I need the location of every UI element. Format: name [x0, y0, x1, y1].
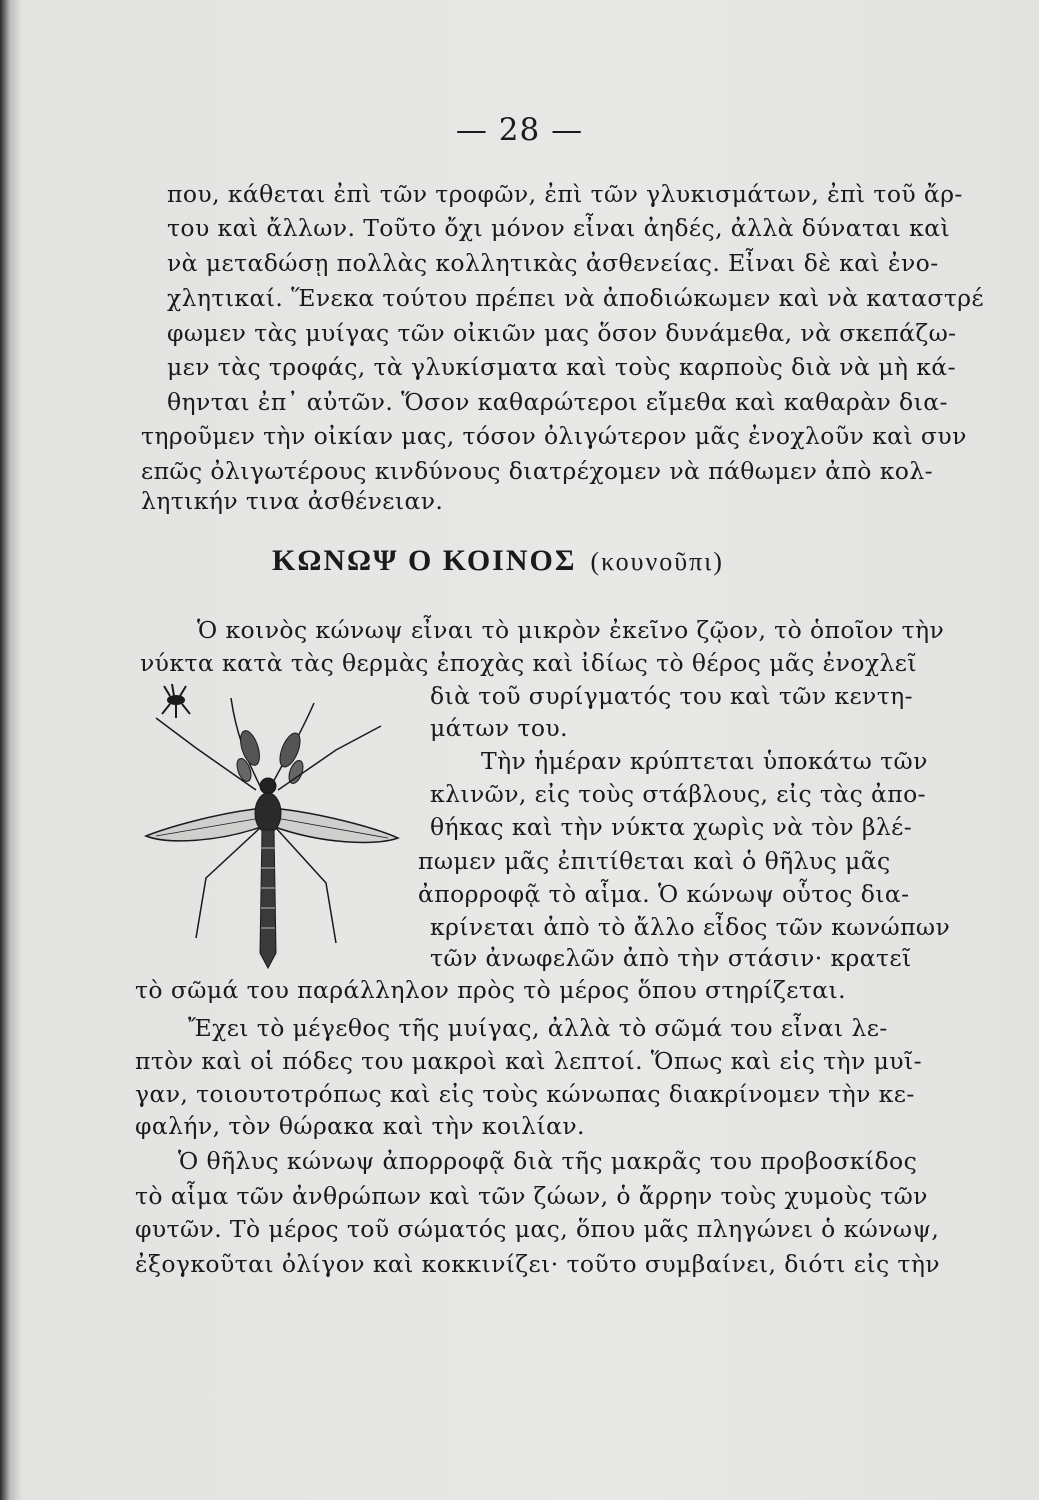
intro-line: λητικήν τινα ἀσθένειαν.	[141, 487, 444, 515]
intro-line: χλητικαί. Ἕνεκα τούτου πρέπει νὰ ἀποδιώκωμεν καὶ νὰ καταστρέ	[167, 284, 985, 312]
body-line: πωμεν μᾶς ἐπιτίθεται καὶ ὁ θῆλυς μᾶς	[418, 847, 891, 875]
intro-line: μεν τὰς τροφάς, τὰ γλυκίσματα καὶ τοὺς καρποὺς διὰ νὰ μὴ κά-	[167, 353, 956, 381]
body-line: τῶν ἀνωφελῶν ἀπὸ τὴν στάσιν· κρατεῖ	[430, 944, 912, 972]
body-line: ἀπορροφᾷ τὸ αἷμα. Ὁ κώνωψ οὗτος δια-	[418, 880, 910, 908]
body-line: μάτων του.	[430, 714, 568, 742]
small-mosquito-icon	[162, 684, 190, 718]
body-line: πτὸν καὶ οἱ πόδες του μακροὶ καὶ λεπτοί. Ὅπως καὶ εἰς τὴν μυῖ-	[135, 1047, 922, 1075]
intro-line: φωμεν τὰς μυίγας τῶν οἰκιῶν μας ὅσον δυνάμεθα, νὰ σκεπάζω-	[167, 319, 957, 347]
body-line: τὸ αἷμα τῶν ἀνθρώπων καὶ τῶν ζώων, ὁ ἄρρην τοὺς χυμοὺς τῶν	[135, 1182, 928, 1210]
intro-line: θηνται ἐπ᾿ αὐτῶν. Ὅσον καθαρώτεροι εἴμεθα καὶ καθαρὰν δια-	[167, 388, 948, 416]
mosquito-icon	[146, 698, 398, 968]
intro-line: που, κάθεται ἐπὶ τῶν τροφῶν, ἐπὶ τῶν γλυκισμάτων, ἐπὶ τοῦ ἄρ-	[167, 180, 963, 208]
section-heading	[272, 544, 724, 578]
body-line: κρίνεται ἀπὸ τὸ ἄλλο εἶδος τῶν κωνώπων	[430, 913, 951, 941]
body-line: διὰ τοῦ συρίγματός του καὶ τῶν κεντη-	[430, 682, 913, 710]
section-title: ΚΩΝΩΨ Ο ΚΟΙΝΟΣ	[272, 544, 577, 577]
mosquito-illustration	[136, 678, 426, 970]
body-line: τὸ σῶμά του παράλληλον πρὸς τὸ μέρος ὅπου στηρίζεται.	[135, 976, 847, 1004]
body-line: ἐξογκοῦται ὀλίγον καὶ κοκκινίζει· τοῦτο συμβαίνει, διότι εἰς τὴν	[135, 1250, 940, 1278]
page-number: — 28 —	[455, 112, 584, 148]
body-line: κλινῶν, εἰς τοὺς στάβλους, εἰς τὰς ἀπο-	[430, 780, 927, 808]
section-subtitle: (κουνοῦπι)	[590, 547, 724, 576]
body-line: Ἔχει τὸ μέγεθος τῆς μυίγας, ἀλλὰ τὸ σῶμά του εἶναι λε-	[188, 1014, 888, 1042]
body-line: γαν, τοιουτοτρόπως καὶ εἰς τοὺς κώνωπας διακρίνομεν τὴν κε-	[135, 1080, 915, 1108]
body-line: φαλήν, τὸν θώρακα καὶ τὴν κοιλίαν.	[135, 1112, 585, 1140]
intro-line: του καὶ ἄλλων. Τοῦτο ὄχι μόνον εἶναι ἀηδές, ἀλλὰ δύναται καὶ	[167, 214, 951, 242]
body-line: Ὁ θῆλυς κώνωψ ἀπορροφᾷ διὰ τῆς μακρᾶς του προβοσκίδος	[178, 1147, 918, 1175]
intro-line: επῶς ὀλιγωτέρους κινδύνους διατρέχομεν νὰ πάθωμεν ἀπὸ κολ-	[141, 457, 933, 485]
intro-line: νὰ μεταδώσῃ πολλὰς κολλητικὰς ἀσθενείας. Εἶναι δὲ καὶ ἐνο-	[167, 249, 939, 277]
body-line: Τὴν ἡμέραν κρύπτεται ὑποκάτω τῶν	[481, 747, 928, 775]
body-line: Ὁ κοινὸς κώνωψ εἶναι τὸ μικρὸν ἐκεῖνο ζῷον, τὸ ὁποῖον τὴν	[197, 616, 945, 644]
intro-line: τηροῦμεν τὴν οἰκίαν μας, τόσον ὀλιγώτερον μᾶς ἐνοχλοῦν καὶ συν	[141, 422, 967, 450]
body-line: νύκτα κατὰ τὰς θερμὰς ἐποχὰς καὶ ἰδίως τὸ θέρος μᾶς ἐνοχλεῖ	[140, 649, 917, 677]
body-line: θήκας καὶ τὴν νύκτα χωρὶς νὰ τὸν βλέ-	[430, 813, 913, 841]
body-line: φυτῶν. Τὸ μέρος τοῦ σώματός μας, ὅπου μᾶς πληγώνει ὁ κώνωψ,	[135, 1215, 940, 1243]
